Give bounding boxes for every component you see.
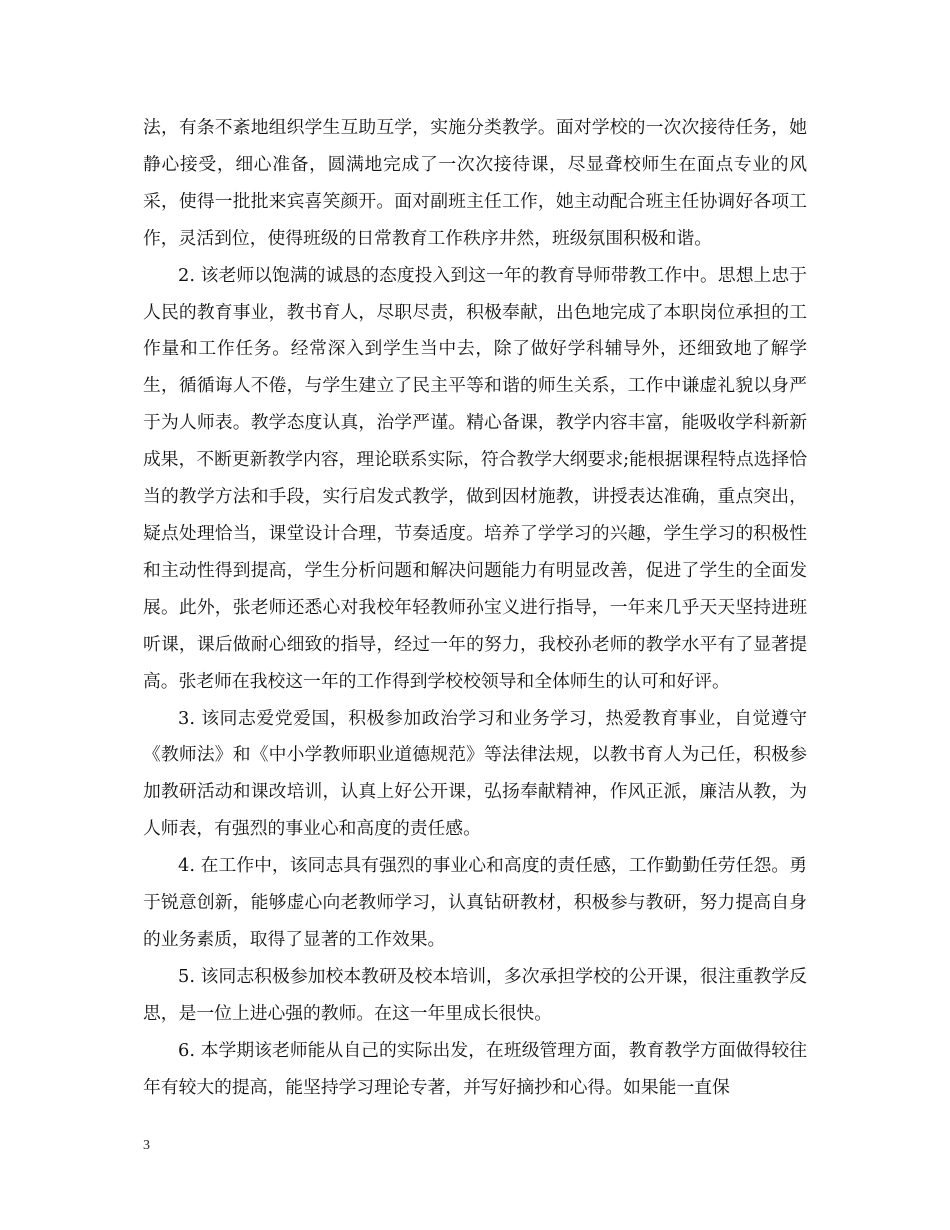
paragraph-item-6: 6. 本学期该老师能从自己的实际出发，在班级管理方面，教育教学方面做得较往年有较大的提高，能坚持学习理论专著，并写好摘抄和心得。如果能一直保 bbox=[143, 1039, 807, 1098]
page-number: 3 bbox=[143, 1138, 150, 1153]
paragraph-item-5: 5. 该同志积极参加校本教研及校本培训，多次承担学校的公开课，很注重教学反思，是一位上进心强的教师。在这一年里成长很快。 bbox=[143, 965, 807, 1024]
paragraph-item-4: 4. 在工作中，该同志具有强烈的事业心和高度的责任感，工作勤勤任劳任怨。勇于锐意创新，能够虚心向老教师学习，认真钻研教材，积极参与教研，努力提高自身的业务素质，取得了显著的工作效果。 bbox=[143, 855, 807, 950]
document-body bbox=[143, 110, 807, 1106]
paragraph-item-3: 3. 该同志爱党爱国，积极参加政治学习和业务学习，热爱教育事业，自觉遵守《教师法》和《中小学教师职业道德规范》等法律法规，以教书育人为己任，积极参加教研活动和课改培训，认真上好公开课，弘扬奉献精神，作风正派，廉洁从教，为人师表，有强烈的事业心和高度的责任感。 bbox=[143, 707, 807, 840]
paragraph-item-2: 2. 该老师以饱满的诚恳的态度投入到这一年的教育导师带教工作中。思想上忠于人民的教育事业，教书育人，尽职尽责，积极奉献，出色地完成了本职岗位承担的工作量和工作任务。经常深入到学生当中去，除了做好学科辅导外，还细致地了解学生，循循诲人不倦，与学生建立了民主平等和谐的师生关系，工作中谦虚礼貌以身严于为人师表。教学态度认真，治学严谨。精心备课，教学内容丰富，能吸收学科新新成果，不断更新教学内容，理论联系实际，符合教学大纲要求;能根据课程特点选择恰当的教学方法和手段，实行启发式教学，做到因材施教，讲授表达准确，重点突出，疑点处理恰当，课堂设计合理，节奏适度。培养了学学习的兴趣，学生学习的积极性和主动性得到提高，学生分析问题和解决问题能力有明显改善，促进了学生的全面发展。此外，张老师还悉心对我校年轻教师孙宝义进行指导，一年来几乎天天坚持进班听课，课后做耐心细致的指导，经过一年的努力，我校孙老师的教学水平有了显著提高。张老师在我校这一年的工作得到学校校领导和全体师生的认可和好评。 bbox=[143, 264, 807, 692]
paragraph-continuation: 法，有条不紊地组织学生互助互学，实施分类教学。面对学校的一次次接待任务，她静心接受，细心准备，圆满地完成了一次次接待课，尽显聋校师生在面点专业的风采，使得一批批来宾喜笑颜开。面对副班主任工作，她主动配合班主任协调好各项工作，灵活到位，使得班级的日常教育工作秩序井然，班级氛围积极和谐。 bbox=[143, 117, 807, 249]
